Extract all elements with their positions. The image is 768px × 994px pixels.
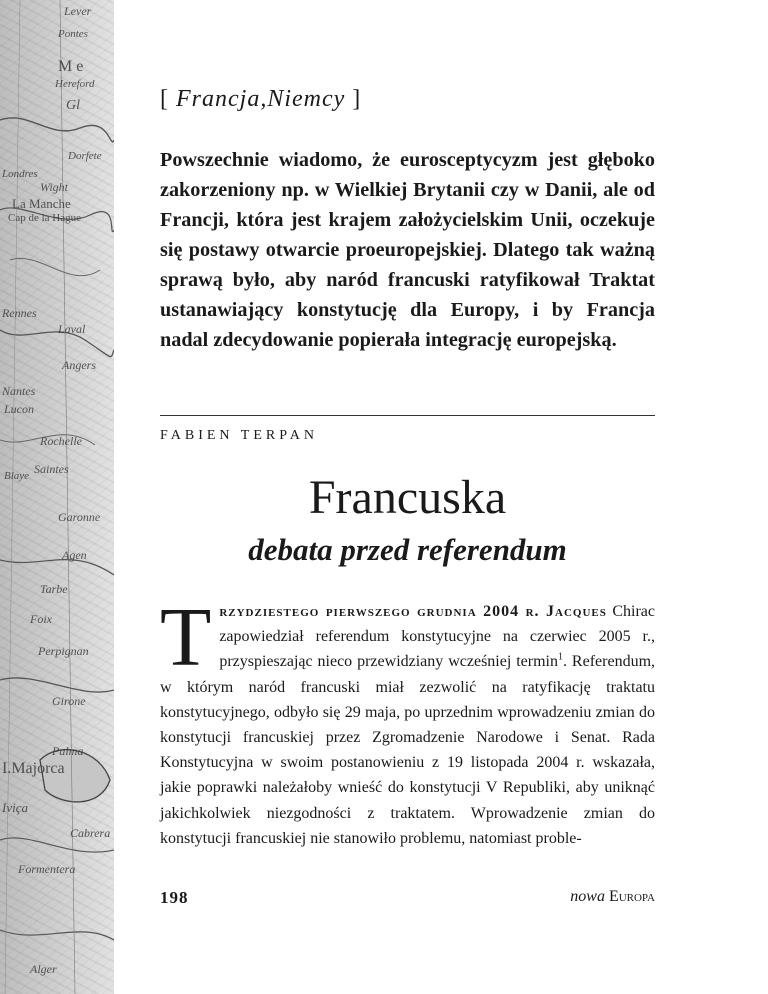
page-number: 198 [160, 888, 189, 907]
map-label: Wight [40, 180, 69, 194]
divider [160, 415, 655, 416]
map-label: Angers [62, 358, 96, 372]
map-label: Dorfete [68, 150, 102, 162]
tag-close-bracket: ] [352, 86, 362, 112]
map-label: Foix [30, 612, 52, 626]
map-label: Alger [30, 962, 57, 976]
map-label: Laval [58, 322, 86, 336]
map-decoration [0, 0, 114, 994]
map-label: I.Majorca [2, 760, 65, 777]
map-label: Lever [64, 4, 92, 18]
map-label: Pontes [58, 28, 88, 40]
lead-paragraph: Powszechnie wiadomo, że eurosceptycyzm jest głęboko zakorzeniony np. w Wielkiej Brytanii czy w Danii, ale od Francji, która jest krajem założycielskim Unii, oczekuje się postawy otwarcie proeuropejskiej. Dlatego tak ważną sprawą było, aby naród francuski ratyfikował Traktat ustanawiający konstytucję dla Europy, i by Francja nadal zdecydowanie popierała integrację europejską. [160, 149, 655, 351]
drop-cap: T [160, 591, 212, 684]
map-label: Palma [52, 744, 84, 758]
map-label: Blaye [4, 470, 30, 482]
map-label: Hereford [55, 78, 95, 90]
map-label: Tarbe [40, 582, 68, 596]
article-subtitle: debata przed referendum [248, 532, 567, 567]
section-tag [160, 86, 361, 113]
map-label: Formentera [18, 862, 76, 876]
tag-countries: Francja,Niemcy [176, 86, 346, 112]
map-label: Garonne [58, 510, 101, 524]
map-label: Londres [2, 168, 38, 180]
map-label: Cabrera [70, 826, 111, 840]
map-label: Cap de la Hague [8, 212, 81, 224]
article-title: Francuska [308, 471, 507, 524]
body-paragraph [160, 591, 656, 851]
tag-open-bracket: [ [160, 86, 169, 112]
opening-smallcaps: rzydziestego pierwszego grudnia 2004 r. Jacques [219, 603, 607, 620]
map-label: Girone [52, 694, 86, 708]
map-label: Rochelle [40, 434, 82, 448]
map-label: Perpignan [38, 644, 89, 658]
map-label: M e [58, 58, 84, 75]
map-label: Nantes [2, 384, 36, 398]
map-label: Gl [66, 98, 80, 113]
map-label: Lucon [4, 402, 34, 416]
author-name: FABIEN TERPAN [160, 428, 318, 443]
body-text-part-2: . Referendum, w którym naród francuski miał zezwolić na ratyfikację traktatu konstytucyjnego, odbyło się 29 maja, po uprzednim wprowadzeniu zmian do konstytucji francuskiej przez Zgromadzenie Narodowe i Senat. Rada Konstytucyjna w swoim postanowieniu z 19 listopada 2004 r. wskazała, jakie poprawki należałoby wnieść do konstytucji V Republiki, aby uniknąć jakichkolwiek niezgodności z traktatem. Wprowadzenie zmian do konstytucji francuskiej nie stanowiło problemu, natomiast proble- [160, 653, 656, 847]
journal-italic: nowa [570, 888, 605, 905]
journal-title: Europa [608, 888, 655, 905]
journal-name [570, 888, 655, 906]
map-label: La Manche [12, 196, 71, 211]
map-label: Iviça [2, 800, 28, 815]
body-text-part-1: Chirac zapowiedział referendum konstytucyjne na czerwiec 2005 r., przyspieszając nieco przewidziany wcześniej termin [219, 603, 655, 671]
map-label: Saintes [34, 462, 69, 476]
map-label: Rennes [2, 306, 37, 320]
footnote-marker[interactable]: 1 [558, 652, 563, 664]
map-label: Agen [62, 548, 87, 562]
